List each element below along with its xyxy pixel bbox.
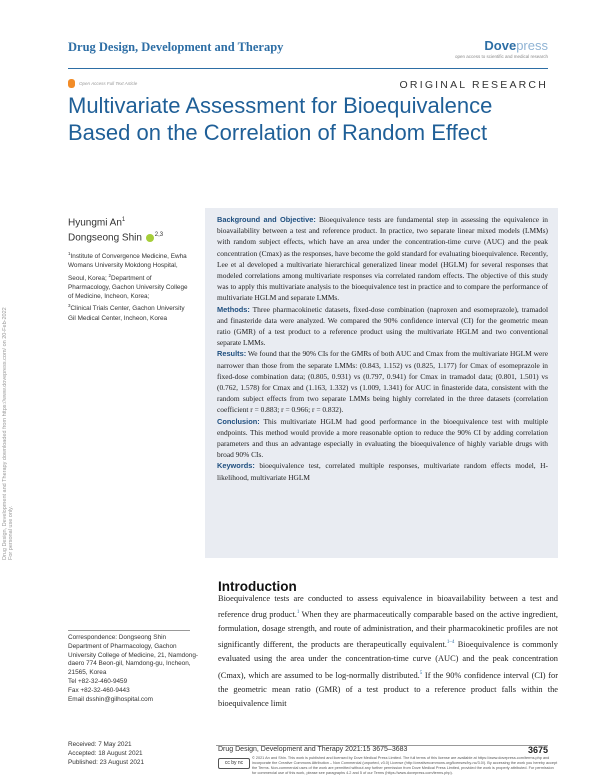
citation-link[interactable]: 5 — [419, 670, 423, 676]
intro-text: Bioequivalence is commonly evaluated using the area under the concentration-time curve (AUC) and the peak concentration (Cmax), which are assumed to be log-normally distributed. — [218, 640, 558, 680]
abstract-keywords-text: bioequivalence test, correlated multiple responses, multivariate random effects model, H-likelihood, multivariate HGLM — [217, 461, 548, 482]
author-affil-sup: 1 — [121, 217, 126, 223]
intro-text: Bioequivalence tests are conducted to assess equivalence in bioavailability between a test and reference drug product. — [218, 594, 558, 619]
brand-tagline: open access to scientific and medical research — [454, 54, 548, 59]
abstract-methods-text: Three pharmacokinetic datasets, fixed-dose combination (naproxen and esomeprazole), tramadol and finasteride data were analyzed. We compared the 90% confidence interval (CI) for the geometric mean ratio (GMR) of a test product to a reference product using the multivariate HGLM and two conventional separate LMMs. — [217, 304, 548, 348]
corr-fax: Fax +82-32-460-9443 — [68, 686, 130, 694]
correspondence-rule — [68, 630, 190, 631]
date-accepted: Accepted: 18 August 2021 — [68, 749, 143, 757]
footer-journal-citation[interactable]: Drug Design, Development and Therapy 2021:15 3675–3683 — [218, 746, 408, 753]
affil-sup: 3 — [68, 303, 71, 309]
affiliations — [68, 249, 190, 323]
journal-title[interactable]: Drug Design, Development and Therapy — [68, 40, 284, 54]
abstract-background-text: Bioequivalence tests are fundamental step in assessing the equivalence in bioavailability between a test and reference product. In practice, two separate linear mixed models (LMMs) with random subject effects, which have an area under the concentration-time curve (AUC) and the peak concentration (Cmax) as the responses, have become the gold standard for evaluating bioequivalence. Recently, Lee et al developed a multivariate hierarchical generalized linear model (HGLM) for several responses that modeled correlations among multivariate responses via correlated random effects. The objective of this study was to apply this multivariate analysis to the bioequivalence test in practice and to compare the performance of multivariate HGLM and separate LMMs. — [217, 215, 548, 303]
open-access-label: Open Access Full Text Article — [79, 81, 138, 86]
abstract-background-label: Background and Objective: — [217, 215, 316, 224]
corr-email[interactable]: Email dsshin@gilhospital.com — [68, 695, 153, 703]
corr-line1: Correspondence: Dongseong Shin — [68, 634, 167, 641]
article-title: Multivariate Assessment for Bioequivalence Based on the Correlation of Random Effect — [68, 93, 493, 145]
abstract-results-text: We found that the 90% CIs for the GMRs of both AUC and Cmax from the multivariate HGLM were narrower than those from the separate LMMs: (0.843, 1.152) vs (0.825, 1.177) for Cmax of esomeprazole in fixed-dose combination data; (0.805, 0.931) vs (0.797, 0.941) for Cmax in tramadol data; (0.801, 1.501) vs (0.762, 1.578) for Cmax and (1.163, 1.332) vs (1.009, 1.341) for AUC in finasteride data, consistent with the random subject effects from two separate LMMs being highly correlated in the three datasets (correlation coefficient r = 0.883; r = 0.966; r = 0.832). — [217, 349, 548, 415]
abstract-conclusion-label: Conclusion: — [217, 416, 260, 426]
section-label: ORIGINAL RESEARCH — [399, 79, 548, 91]
citation-link[interactable]: 1 — [296, 610, 300, 616]
intro-text: When they are pharmaceutically comparable based on the active ingredient, formulation, dosage strength, and route of administration, and their pharmacokinetic profiles are not significantly different, the products are therapeutically equivalent. — [218, 610, 558, 650]
introduction-heading: Introduction — [218, 579, 297, 594]
affil-sup: 2 — [108, 272, 112, 278]
open-access-lock-icon — [68, 79, 75, 88]
date-received: Received: 7 May 2021 — [68, 741, 132, 748]
license-text: © 2021 An and Shin. This work is published and licensed by Dove Medical Press Limited. The full terms of this license are available at https://www.dovepress.com/terms.php and incorporate the Creative Commons Attribution – Non Commercial (unported, v3.0) License (http://creativecommons.org/licenses/by-nc/3.0/). By accessing the work you hereby accept the Terms. Non-commercial uses of the work are permitted without any further permission from Dove Medical Press Limited, provided the work is properly attributed. For permission for commercial use of this work, please see paragraphs 4.2 and 5 of our Terms (https://www.dovepress.com/terms.php). — [252, 756, 558, 775]
orcid-icon[interactable] — [146, 234, 154, 242]
corr-tel: Tel +82-32-460-9459 — [68, 677, 128, 685]
abstract-box — [205, 208, 558, 558]
introduction-body — [218, 592, 558, 711]
dovepress-logo[interactable] — [455, 38, 548, 59]
date-published: Published: 23 August 2021 — [68, 758, 145, 766]
affil-1: Institute of Convergence Medicine, Ewha Womans University Mokdong Hospital, Seoul, Korea; — [68, 253, 187, 282]
brand-bold: Dove — [484, 38, 517, 53]
open-access-badge — [68, 79, 137, 88]
intro-text: If the 90% confidence interval (CI) for the geometric mean ratio (GMR) of a test product to a reference product falls within the bioequivalence limit — [218, 670, 558, 708]
download-side-note — [2, 155, 20, 560]
author-affil-sup: 2,3 — [154, 232, 164, 239]
publication-dates — [68, 741, 144, 767]
abstract-results-label: Results: — [217, 349, 247, 359]
author-name[interactable]: Dongseong Shin — [68, 232, 142, 244]
page-number: 3675 — [527, 745, 548, 755]
abstract-keywords-label: Keywords: — [217, 461, 255, 471]
cc-license-icon[interactable]: cc by nc — [218, 758, 250, 769]
side-note-line1: Drug Design, Development and Therapy downloaded from https://www.dovepress.com/ on 20-Feb-2022 — [2, 307, 8, 560]
corr-address: Department of Pharmacology, Gachon University College of Medicine, 21, Namdong-daero 774 Beon-gil, Namdong-gu, Incheon, 21565, Korea — [68, 642, 199, 677]
affil-3: Clinical Trials Center, Gachon University Gil Medical Center, Incheon, Korea — [68, 305, 185, 322]
citation-link[interactable]: 1–4 — [446, 640, 455, 646]
author-list — [68, 214, 163, 245]
header-rule — [68, 68, 548, 69]
author-name[interactable]: Hyungmi An — [68, 217, 122, 229]
affil-sup: 1 — [68, 251, 71, 256]
correspondence-block — [68, 634, 198, 704]
brand-light: press — [516, 38, 548, 53]
abstract-conclusion-text: This multivariate HGLM had good performance in the bioequivalence test with multiple endpoints. This method would provide a more reasonable option to reduce the 90% CI by adding correlation parameters and thus an advantage especially in evaluating the bioequivalence of highly variable drugs with broad 90% CIs. — [217, 416, 548, 460]
affil-2: Department of Pharmacology, Gachon University College of Medicine, Incheon, Korea; — [68, 274, 188, 301]
side-note-line2: For personal use only. — [8, 505, 14, 560]
abstract-methods-label: Methods: — [217, 304, 250, 314]
